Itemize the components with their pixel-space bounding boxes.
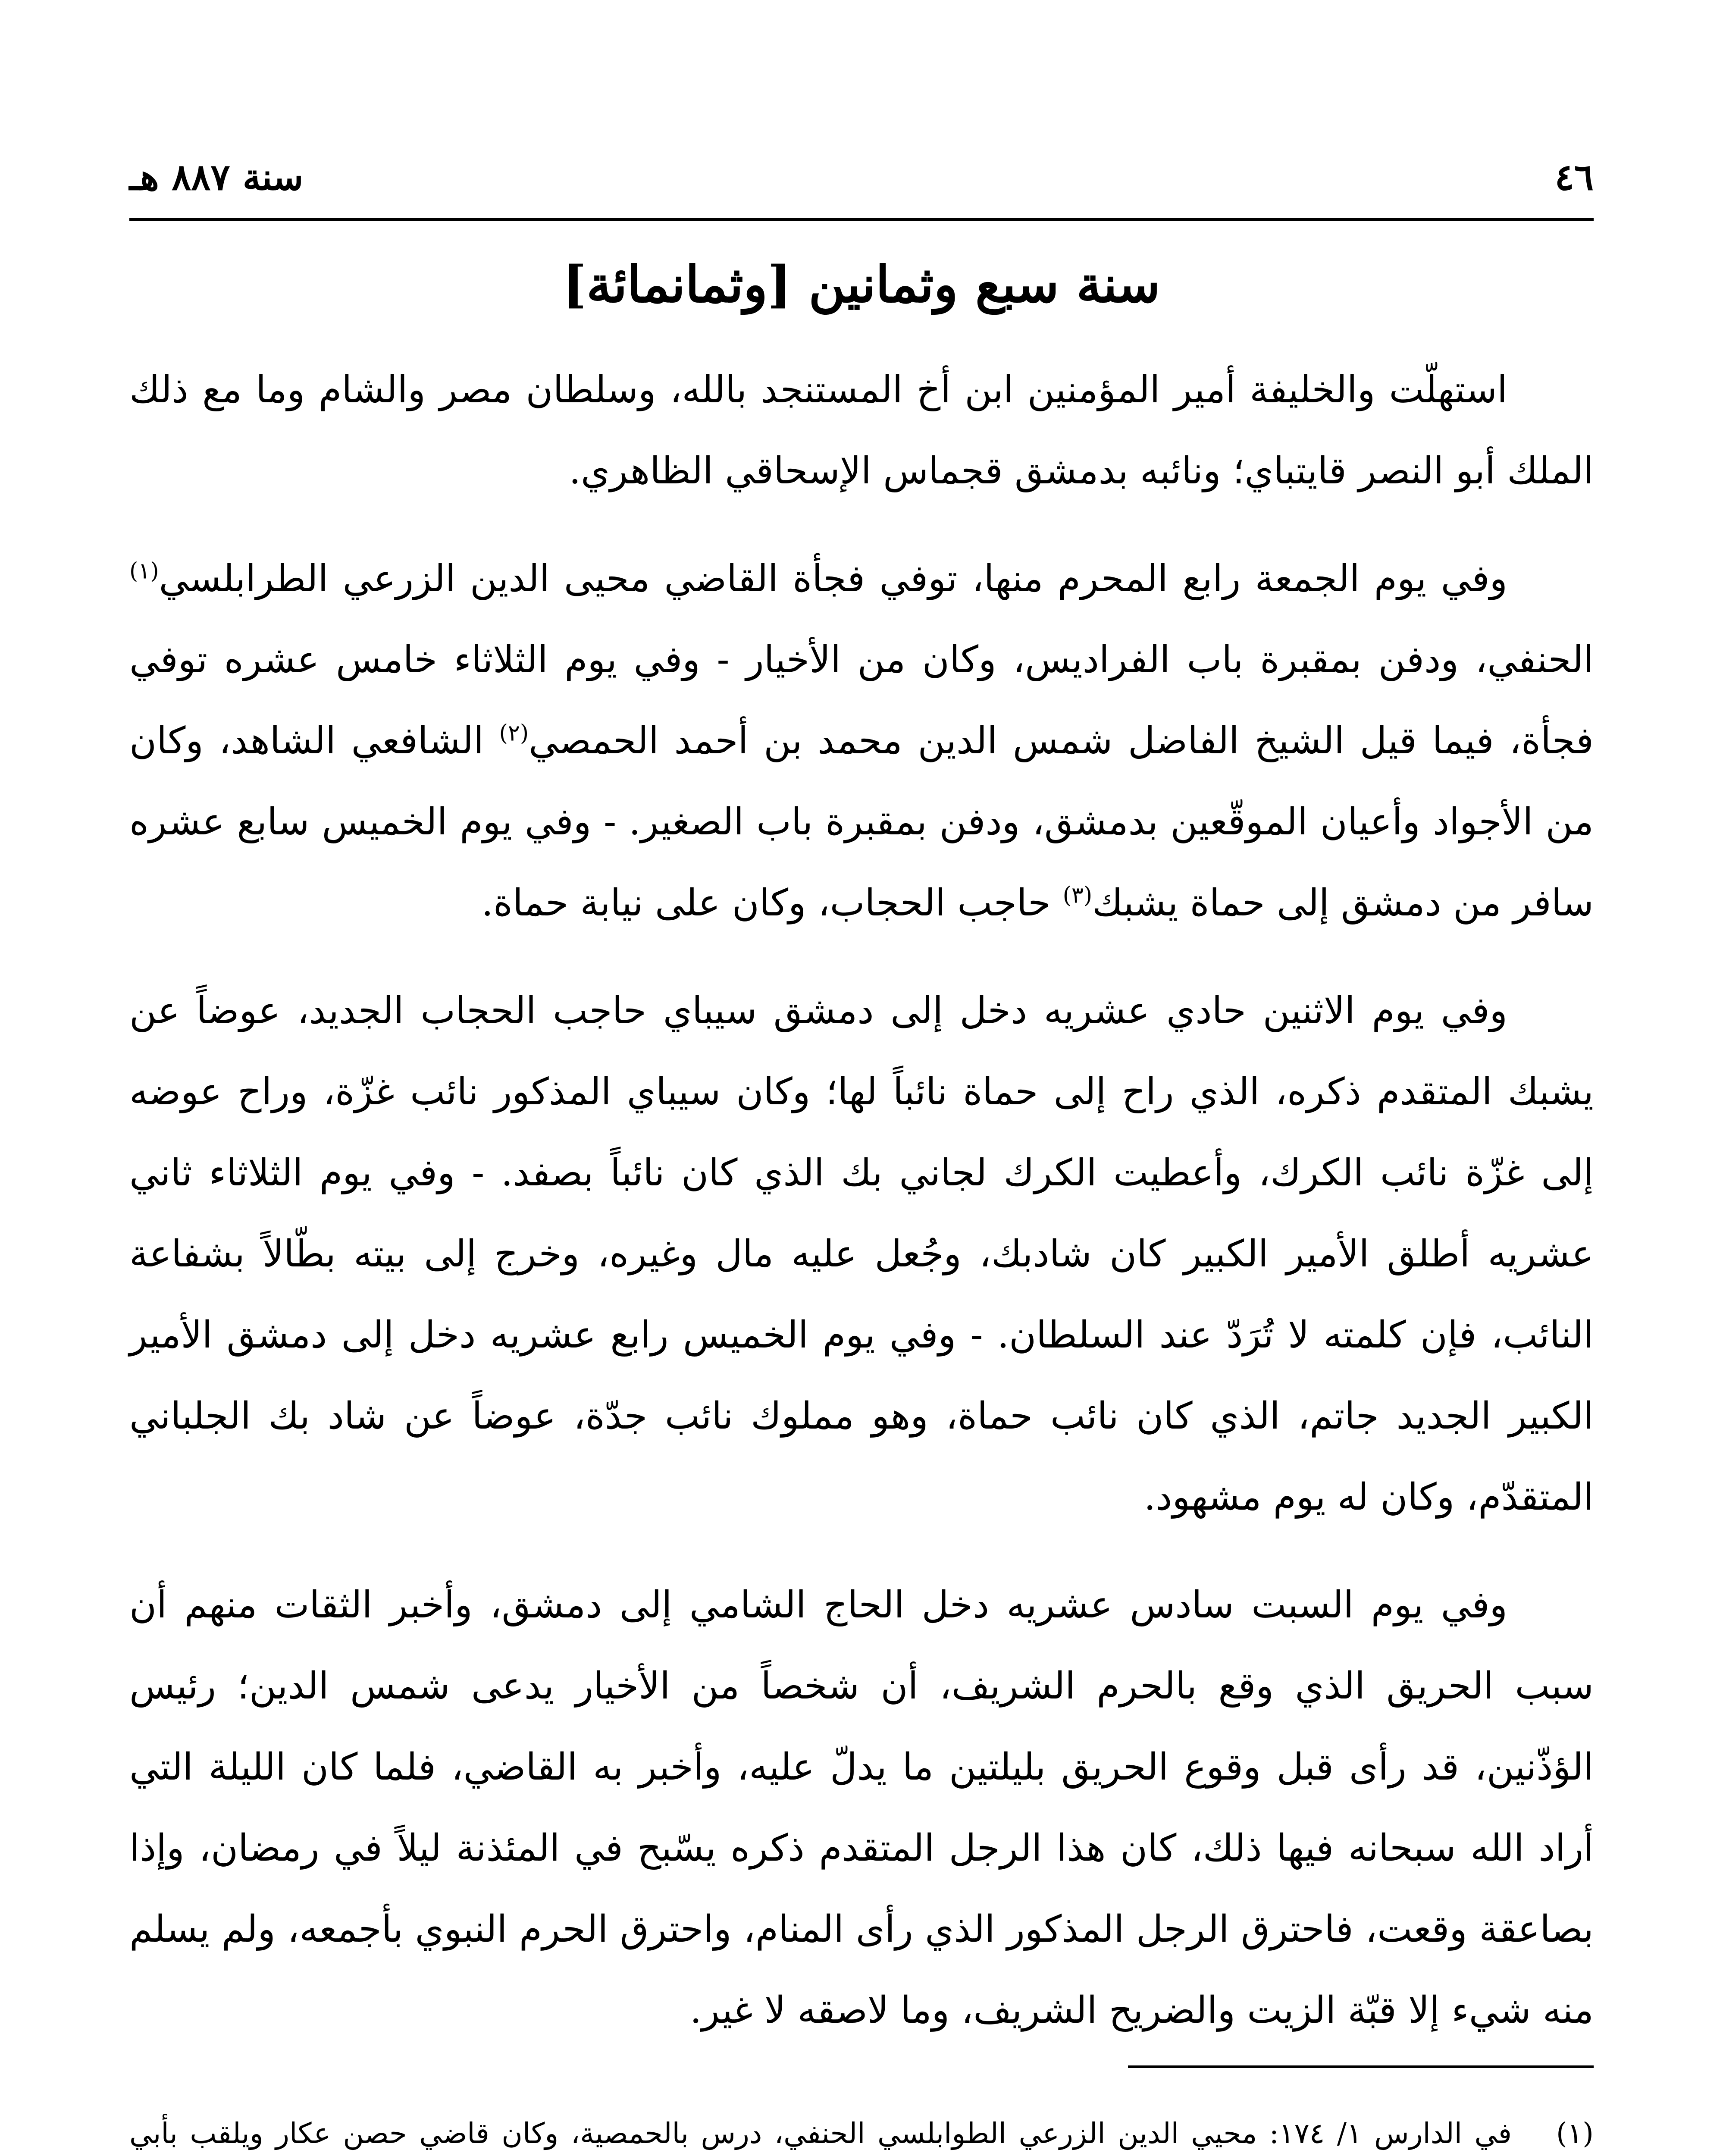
page-number: ٤٦	[1554, 156, 1594, 198]
paragraph-2-text-a: وفي يوم الجمعة رابع المحرم منها، توفي فجأة القاضي محيى الدين الزرعي الطرابلسي	[159, 557, 1507, 600]
paragraph-4	[129, 1564, 1594, 2051]
paragraph-1	[129, 349, 1594, 511]
paragraph-2-text-c: الشافعي الشاهد، وكان من الأجواد وأعيان الموقّعين بدمشق، ودفن بمقبرة باب الصغير. - وفي يوم الخميس سابع عشره سافر من دمشق إلى حماة يشبك	[129, 719, 1594, 924]
paragraph-3	[129, 970, 1594, 1538]
paragraph-2	[129, 538, 1594, 943]
footnote-ref-3[interactable]: (٣)	[1062, 882, 1093, 909]
paragraph-3-text: وفي يوم الاثنين حادي عشريه دخل إلى دمشق سيباي حاجب الحجاب الجديد، عوضاً عن يشبك المتقدم ذكره، الذي راح إلى حماة نائباً لها؛ وكان سيباي المذكور نائب غزّة، وراح عوضه إلى غزّة نائب الكرك، وأعطيت الكرك لجاني بك الذي كان نائباً بصفد. - وفي يوم الثلاثاء ثاني عشريه أطلق الأمير الكبير كان شادبك، وجُعل عليه مال وغيره، وخرج إلى بيته بطّالاً بشفاعة النائب، فإن كلمته لا تُرَدّ عند السلطان. - وفي يوم الخميس رابع عشريه دخل إلى دمشق الأمير الكبير الجديد جاتم، الذي كان نائب حماة، وهو مملوك نائب جدّة، عوضاً عن شاد بك الجلباني المتقدّم، وكان له يوم مشهود.	[129, 989, 1594, 1519]
footnote-text: في الدارس ١/ ١٧٤: محيي الدين الزرعي الطوابلسي الحنفي، درس بالحمصية، وكان قاضي حصن عكار ويلقب بأبي	[129, 2117, 1512, 2150]
main-text	[129, 349, 1594, 2078]
paragraph-4-text: وفي يوم السبت سادس عشريه دخل الحاج الشامي إلى دمشق، وأخبر الثقات منهم أن سبب الحريق الذي وقع بالحرم الشريف، أن شخصاً من الأخيار يدعى شمس الدين؛ رئيس الؤذّنين، قد رأى قبل وقوع الحريق بليلتين ما يدلّ عليه، وأخبر به القاضي، فلما كان الليلة التي أراد الله سبحانه فيها ذلك، كان هذا الرجل المتقدم ذكره يسّبح في المئذنة ليلاً في رمضان، وإذا بصاعقة وقعت، فاحترق الرجل المذكور الذي رأى المنام، واحترق الحرم النبوي بأجمعه، ولم يسلم منه شيء إلا قبّة الزيت والضريح الشريف، وما لاصقه لا غير.	[129, 1583, 1594, 2032]
paragraph-2-text-d: حاجب الحجاب، وكان على نيابة حماة.	[481, 881, 1063, 924]
footnote-ref-2[interactable]: (٢)	[499, 720, 529, 746]
footnotes	[129, 2109, 1594, 2156]
footnote-rule	[1128, 2065, 1594, 2068]
page-header	[129, 147, 1594, 198]
footnote-ref-1[interactable]: (١)	[129, 558, 159, 584]
footnote-1	[129, 2109, 1594, 2156]
footnote-number: (١)	[1556, 2117, 1594, 2150]
section-title: سنة سبع وثمانين [وثمانمائة]	[563, 255, 1160, 314]
paragraph-2-text-b: الحنفي، ودفن بمقبرة باب الفراديس، وكان من الأخيار - وفي يوم الثلاثاء خامس عشره توفي فجأة، فيما قيل الشيخ الفاضل شمس الدين محمد بن أحمد الحمصي	[129, 638, 1594, 762]
running-title: سنة ٨٨٧ هـ	[129, 156, 304, 198]
paragraph-1-text: استهلّت والخليفة أمير المؤمنين ابن أخ المستنجد بالله، وسلطان مصر والشام وما مع ذلك الملك أبو النصر قايتباي؛ ونائبه بدمشق قجماس الإسحاقي الظاهري.	[129, 368, 1594, 492]
header-rule	[129, 218, 1594, 221]
